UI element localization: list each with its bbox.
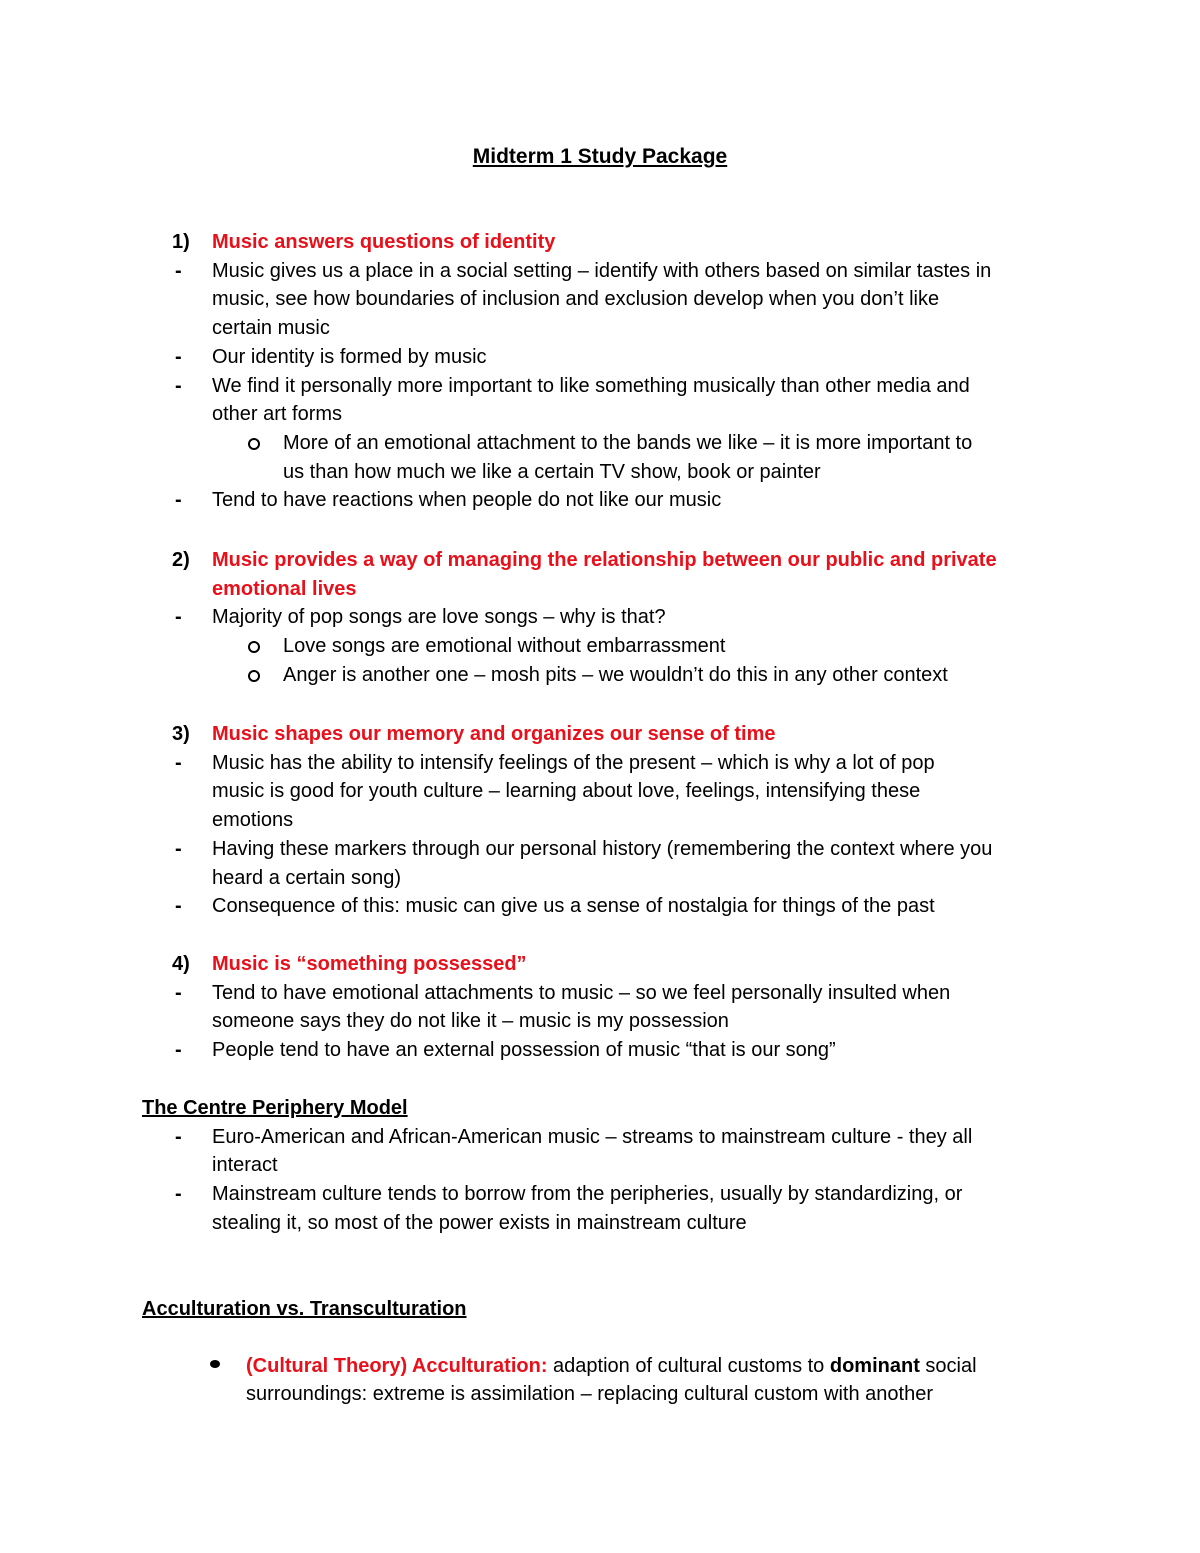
list-item-text: emotions	[212, 809, 294, 832]
hollow-circle-bullet-icon	[248, 670, 260, 682]
list-item-text: music, see how boundaries of inclusion and exclusion develop when you don’t like	[212, 288, 940, 311]
definition-text: social	[919, 1354, 977, 1377]
centre-periphery-section	[0, 1094, 1200, 1238]
list-item-text: Having these markers through our personal history (remembering the context where you	[212, 837, 993, 860]
section-heading-text: emotional lives	[212, 577, 357, 600]
sub-list-item	[0, 661, 1200, 690]
list-item-text: Music gives us a place in a social setting – identify with others based on similar tastes in	[212, 259, 992, 282]
list-item-continuation	[0, 1151, 1200, 1180]
section-heading	[0, 950, 1200, 979]
list-item-text: us than how much we like a certain TV show, book or painter	[283, 460, 821, 483]
list-item-text: Majority of pop songs are love songs – why is that?	[212, 606, 666, 629]
list-item-text: Our identity is formed by music	[212, 345, 487, 368]
hollow-circle-bullet-icon	[248, 438, 260, 450]
list-item-text: certain music	[212, 317, 330, 340]
list-item	[0, 892, 1200, 921]
section-number: 3)	[172, 723, 190, 745]
list-item-text: interact	[212, 1154, 278, 1177]
bullet-item	[0, 1352, 1200, 1381]
list-item	[0, 486, 1200, 515]
section-3	[0, 720, 1200, 921]
section-heading-text: Music shapes our memory and organizes our sense of time	[212, 723, 776, 745]
list-item-continuation	[0, 806, 1200, 835]
acculturation-section	[0, 1295, 1200, 1409]
list-item-continuation	[0, 400, 1200, 429]
list-item-text: Love songs are emotional without embarrassment	[283, 635, 726, 658]
list-item-text: heard a certain song)	[212, 866, 402, 889]
dash-marker: -	[175, 837, 182, 860]
hollow-circle-bullet-icon	[248, 641, 260, 653]
dash-marker: -	[175, 345, 182, 368]
list-item	[0, 1180, 1200, 1209]
filled-circle-bullet-icon	[210, 1360, 220, 1368]
dash-marker: -	[175, 606, 182, 629]
list-item-text: Tend to have emotional attachments to music – so we feel personally insulted when	[212, 981, 951, 1004]
dash-marker: -	[175, 751, 182, 774]
list-item	[0, 343, 1200, 372]
list-item-continuation	[0, 285, 1200, 314]
dash-marker: -	[175, 374, 182, 397]
page-title: Midterm 1 Study Package	[472, 145, 728, 168]
list-item-text: People tend to have an external possession of music “that is our song”	[212, 1039, 836, 1062]
list-item	[0, 1036, 1200, 1065]
list-item	[0, 1123, 1200, 1152]
list-item-text: stealing it, so most of the power exists in mainstream culture	[212, 1211, 747, 1234]
list-item-continuation	[0, 314, 1200, 343]
list-item	[0, 979, 1200, 1008]
emphasis-word: dominant	[829, 1354, 920, 1377]
list-item-text: Mainstream culture tends to borrow from the peripheries, usually by standardizing, or	[212, 1183, 963, 1206]
dash-marker: -	[175, 895, 182, 918]
list-item-text: We find it personally more important to like something musically than other media and	[212, 374, 970, 397]
list-item-text: Euro-American and African-American music – streams to mainstream culture - they all	[212, 1125, 973, 1148]
list-item-text: Music has the ability to intensify feelings of the present – which is why a lot of pop	[212, 751, 935, 774]
section-number: 4)	[172, 953, 190, 975]
section-heading-text: Music answers questions of identity	[212, 231, 556, 253]
list-item	[0, 257, 1200, 286]
list-item-text: More of an emotional attachment to the bands we like – it is more important to	[283, 431, 973, 454]
section-heading-text: Music is “something possessed”	[212, 953, 527, 975]
bullet-item-continuation	[0, 1380, 1200, 1409]
definition-text: adaption of cultural customs to	[547, 1354, 830, 1377]
section-heading	[0, 228, 1200, 257]
section-heading-continuation	[0, 575, 1200, 604]
list-item-continuation	[0, 777, 1200, 806]
section-1	[0, 228, 1200, 515]
term-label: (Cultural Theory) Acculturation:	[246, 1354, 548, 1377]
section-4	[0, 950, 1200, 1065]
dash-marker: -	[175, 1039, 182, 1062]
section-heading: The Centre Periphery Model	[142, 1097, 408, 1119]
list-item-text: someone says they do not like it – music is my possession	[212, 1010, 729, 1033]
list-item-text: music is good for youth culture – learning about love, feelings, intensifying these	[212, 780, 921, 803]
dash-marker: -	[175, 1183, 182, 1206]
section-heading	[0, 546, 1200, 575]
section-heading-text: Music provides a way of managing the relationship between our public and private	[212, 549, 997, 571]
section-2	[0, 546, 1200, 690]
section-heading: Acculturation vs. Transculturation	[142, 1298, 467, 1320]
dash-marker: -	[175, 489, 182, 512]
section-number: 2)	[172, 549, 190, 571]
list-item-continuation	[0, 1209, 1200, 1238]
list-item-text: Anger is another one – mosh pits – we wouldn’t do this in any other context	[283, 663, 948, 686]
list-item	[0, 749, 1200, 778]
dash-marker: -	[175, 259, 182, 282]
list-item-continuation	[0, 864, 1200, 893]
dash-marker: -	[175, 981, 182, 1004]
sub-list-item	[0, 429, 1200, 458]
list-item-continuation	[0, 1007, 1200, 1036]
section-heading	[0, 720, 1200, 749]
section-number: 1)	[172, 231, 190, 253]
list-item	[0, 603, 1200, 632]
definition-text: surroundings: extreme is assimilation – replacing cultural custom with another	[246, 1383, 933, 1406]
list-item	[0, 372, 1200, 401]
sub-list-item	[0, 632, 1200, 661]
list-item-text: other art forms	[212, 403, 343, 426]
list-item-text: Consequence of this: music can give us a sense of nostalgia for things of the past	[212, 895, 935, 918]
list-item	[0, 835, 1200, 864]
dash-marker: -	[175, 1125, 182, 1148]
list-item-text: Tend to have reactions when people do not like our music	[212, 489, 722, 512]
sub-list-item-continuation	[0, 458, 1200, 487]
